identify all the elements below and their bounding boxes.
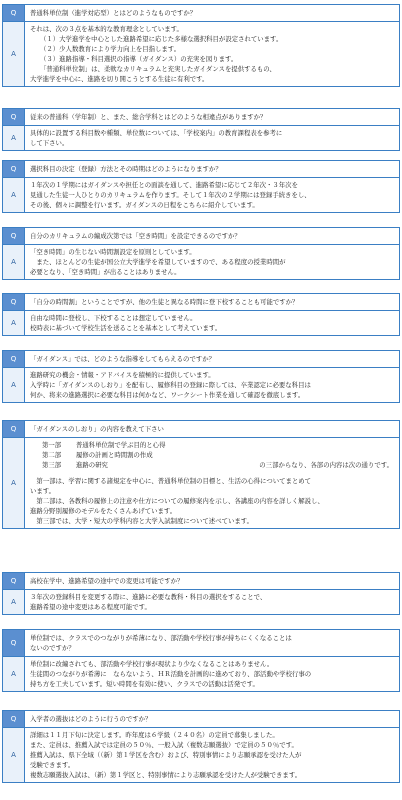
a-label: A [3,657,25,691]
qa-block [2,4,400,87]
question-text: 入学者の選抜はどのように行うのですか？ [30,715,152,723]
answer-line: 必要となり、「空き時間」が出ることはありません。 [30,268,181,276]
answer-line: その後、個々に調整を行います。ガイダンスの日程をこちらに紹介しています。 [30,201,259,209]
answer-line: 自由な時間に登校し、下校することは想定していません。 [30,314,197,322]
a-label: A [3,590,25,614]
answer-text [25,178,399,212]
answer-row [3,178,399,212]
answer-line: 詳細は１１月下旬に決定します。昨年度は６学級（２４０名）の定員で募集しました。 [30,731,279,739]
answer-row [3,245,399,279]
answer-line: １年次の１学期にはガイダンスや担任との面談を通して、進路希望に応じて２年次・３年次を [30,181,298,189]
answer-line: 複数志願選抜入試は、（新）第１学区と、特別事情により志願承認を受けた人が受験できます。 [30,771,302,779]
guide-part-1 [30,440,393,450]
answer-line: 校時表に基づいて学校生活を送ることを基本として考えています。 [30,324,222,332]
q-label: Q [3,161,25,177]
question-row [3,109,399,126]
q-label: Q [3,109,25,125]
q-label: Q [3,5,25,21]
answer-line: （１）大学進学を中心とした進路希望に応じた多様な選択科目が設定されています。 [40,35,283,43]
answer-line: 単位制に改編されても、部活動や学校行事が現状より少なくなることはありません。 [30,660,274,668]
question-text: 自分のカリキュラムの編成次第では「空き時間」を設定できるのですか？ [30,232,241,240]
question-line: 単位制では、クラスでのつながりが希薄になり、部活動や学校行事が持ちにくくなることは [30,634,292,642]
answer-line: 何か、将来の進路選択に必要な科目は何かなど、ワークシート作業を通して確認を徹底します。 [30,391,305,399]
answer-text [25,438,399,528]
qa-block [2,293,400,336]
question-text: 従来の普通科（学年制）と、また、総合学科とはどのような相違点がありますか？ [30,113,267,121]
answer-text [25,311,399,335]
question-row [3,294,399,311]
question-row [3,421,399,438]
q-label: Q [3,228,25,244]
part-desc: 履修の計画と時間割の作成 [76,451,153,459]
answer-line: ３年次の登録科目を変更する際に、進路に必要な教科・科目の選択をすることで、 [30,593,267,601]
answer-row [3,438,399,528]
q-label: Q [3,573,25,589]
answer-line: また、ほとんどの生徒が国公立大学進学を希望していますので、ある程度の授業時間が [30,258,286,266]
a-label: A [3,178,25,212]
qa-block [2,710,400,783]
question-row [3,630,399,657]
a-label: A [3,438,25,528]
answer-line: 第二部は、各教科の履修上の注意や仕方についての履修案内を示し、各講座の内容を詳しく解説し、 [30,497,324,505]
question-text: 普通科単位制（進学対応型）とはどのようなものですか？ [30,9,197,17]
answer-line: （２）少人数教育により学力向上を目指します。 [40,45,181,53]
q-label: Q [3,711,25,727]
question-text: 選択科目の決定（登録）方法とその時期はどのようになりますか？ [30,165,222,173]
question-row [3,351,399,368]
a-label: A [3,126,25,150]
answer-line: 入学時に「ガイダンスのしおり」を配布し、履修科目の登録に際しては、卒業認定に必要な科目は [30,381,311,389]
question-row [3,5,399,22]
answer-line: 進路分野別履修のモデルをたくさんあげています。 [30,507,177,515]
answer-line: 「普通科単位制」は、柔軟なカリキュラムと充実したガイダンスを提供するもの、 [40,65,276,73]
part-desc: 普通科単位制で学ぶ目的と心得 [76,441,166,449]
a-label: A [3,368,25,402]
answer-line: 具体的に設置する科目数や種類、単位数については、「学校案内」の教育課程表を参考に [30,129,283,137]
answer-text [25,590,399,614]
answer-text [25,728,399,782]
answer-line: 推薦入試は、県下全域（（新）第１学区を含む）および、特別事情により志願承認を受けた人が [30,751,302,759]
question-row [3,161,399,178]
qa-block [2,227,400,280]
a-label: A [3,22,25,86]
question-row [3,711,399,728]
answer-row [3,311,399,335]
q-label: Q [3,351,25,367]
answer-line: 進路希望の途中変更はある程度可能です。 [30,603,151,611]
answer-text [25,22,399,86]
part-title: 第一部 [42,441,62,449]
qa-block [2,629,400,692]
q-label: Q [3,630,25,656]
answer-row [3,368,399,402]
answer-line: 「空き時間」の生じない時間割設定を原則としています。 [30,248,196,256]
guide-part-3 [30,460,393,470]
question-line: ないのですか？ [30,644,75,652]
answer-text [25,126,399,150]
answer-line: それは、次の３点を基本的な教育理念としています。 [30,25,183,33]
question-text: 「ガイダンスのしおり」の内容を教えて下さい [30,425,164,433]
guide-part-2 [30,450,393,460]
answer-row [3,657,399,691]
qa-block [2,420,400,529]
answer-line: 第一部は、学習に関する諸規定を中心に、普通科単位制の目標と、生活の心得についてまとめて [30,477,312,485]
part-note: の三部からなり、各部の内容は次の通りです。 [259,461,393,469]
question-text: 高校在学中、進路希望の途中での変更は可能ですか？ [30,577,184,585]
answer-text [25,657,399,691]
qa-block [2,108,400,151]
question-text: 「自分の時間割」ということですが、他の生徒と異なる時間に登下校することも可能ですか？ [30,298,299,306]
qa-block [2,350,400,403]
part-title: 第二部 [42,451,62,459]
answer-line: 第三部では、大学・短大の学科内容と大学入試制度について述べています。 [30,517,254,525]
answer-line: います。 [30,487,56,495]
answer-line: 進路研究の機会・情報・アドバイスを積極的に提供しています。 [30,371,215,379]
a-label: A [3,245,25,279]
qa-block [2,160,400,213]
answer-text [25,245,399,279]
part-desc: 進路の研究 [76,461,108,469]
answer-line: 見通した生徒一人ひとりのカリキュラムを作ります。そして１年次の２学期には登録手続きをし、 [30,191,311,199]
a-label: A [3,728,25,782]
question-text: 「ガイダンス」では、どのような指導をしてもらえるのですか？ [30,355,216,363]
answer-text [25,368,399,402]
answer-line: 大学進学を中心に、進路を切り開こうとする生徒に有利です。 [30,75,209,83]
answer-row [3,22,399,86]
answer-line: 持ち方を工夫しています。短い時間を有効に使い、クラスでの活動は活発です。 [30,680,259,688]
answer-line: （３）進路指導・科目選択の指導（ガイダンス）の充実を図ります。 [40,55,238,63]
qa-block [2,572,400,615]
part-title: 第三部 [42,461,62,469]
answer-line: して下さい。 [30,139,69,147]
answer-row [3,728,399,782]
question-row [3,228,399,245]
answer-row [3,126,399,150]
answer-line: 受験できます。 [30,761,75,769]
question-row [3,573,399,590]
answer-line: 生徒間のつながりが希薄に ならないよう、ＨＲ活動を計画的に進めており、部活動や学校行事の [30,670,312,678]
q-label: Q [3,294,25,310]
q-label: Q [3,421,25,437]
answer-row [3,590,399,614]
question-text [25,630,399,656]
a-label: A [3,311,25,335]
answer-line: また、定員は、推薦入試では定員の５０％、一般入試（複数志願選抜）で定員の５０％です。 [30,741,298,749]
